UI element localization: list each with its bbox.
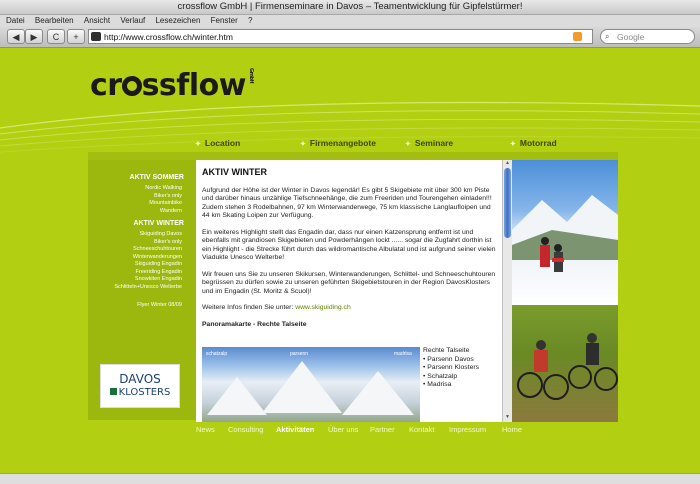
- reload-button[interactable]: C: [47, 29, 65, 44]
- pano-label-schatzalp: schatzalp: [206, 351, 228, 357]
- search-placeholder: Google: [617, 32, 645, 42]
- sidebar-flyer-link[interactable]: Flyer Winter 08/09: [137, 302, 182, 308]
- davos-mark-icon: [110, 388, 117, 395]
- sidebar-item[interactable]: Mountainbike: [149, 200, 182, 206]
- sidebar-item[interactable]: Freeriding Engadin: [135, 268, 182, 275]
- info-prefix: Weitere Infos finden Sie unter:: [202, 304, 296, 311]
- menu-fenster[interactable]: Fenster: [210, 16, 238, 25]
- nav-firmenangebote[interactable]: [300, 138, 376, 148]
- sidebar-item[interactable]: Schlitteln+Unesco Welterbe: [114, 283, 182, 290]
- browser-toolbar: [0, 27, 700, 48]
- sidebar-head-summer[interactable]: AKTIV SOMMER: [129, 174, 184, 181]
- menu-verlauf[interactable]: Verlauf: [120, 16, 146, 25]
- piste-list-title: Rechte Talseite: [423, 347, 470, 354]
- davos-klosters-logo[interactable]: [100, 364, 180, 408]
- nav-motorrad[interactable]: [510, 138, 557, 148]
- scroll-down-icon[interactable]: ▼: [505, 414, 510, 420]
- pano-label-parsenn: parsenn: [290, 351, 309, 357]
- sidebar-head-winter[interactable]: AKTIV WINTER: [133, 220, 184, 227]
- star-icon: ✦: [300, 141, 306, 148]
- footer-home[interactable]: Home: [502, 425, 523, 434]
- piste-list: [423, 347, 499, 390]
- sidebar-item[interactable]: Wandern: [159, 207, 182, 214]
- list-item: • Schatzalp: [423, 372, 458, 380]
- footer-impressum[interactable]: Impressum: [449, 425, 487, 434]
- bike-photo: [512, 305, 618, 422]
- page-viewport: [0, 48, 700, 473]
- ski-photo: [512, 160, 618, 305]
- star-icon: ✦: [195, 141, 201, 148]
- star-icon: ✦: [405, 141, 411, 148]
- nav-motorrad-label: Motorrad: [519, 138, 557, 148]
- content-info: [202, 304, 496, 313]
- address-url: http://www.crossflow.ch/winter.htm: [104, 32, 233, 42]
- bike-scene-icon: [512, 305, 618, 422]
- footer-news[interactable]: News: [196, 425, 215, 434]
- skiguiding-link[interactable]: www.skiguiding.ch: [295, 304, 351, 311]
- menu-help[interactable]: ?: [247, 16, 253, 25]
- menu-bar: [0, 15, 700, 27]
- content-paragraph-3: Wir freuen uns Sie zu unseren Skikursen, Winterwanderungen, Schlittel- und Schneeschuhtouren begrüssen zu dürfen sowie zu unseren geführten Skigebietstouren in der Region DavosKlosters und im Engadin (St. Moritz & Scuol)!: [202, 270, 496, 295]
- nav-firmenangebote-label: Firmenangebote: [309, 138, 376, 148]
- scroll-thumb[interactable]: [504, 168, 511, 238]
- nav-seminare-label: Seminare: [414, 138, 454, 148]
- logo-part-1: cr: [90, 68, 122, 103]
- status-bar: [0, 473, 700, 484]
- footer-kontakt[interactable]: Kontakt: [409, 425, 435, 434]
- ski-scene-icon: [512, 160, 618, 305]
- sidebar-item[interactable]: Biker's only: [154, 192, 182, 199]
- scroll-up-icon[interactable]: ▲: [505, 160, 510, 166]
- mountain-shape: [262, 361, 342, 413]
- panorama-title: Panoramakarte - Rechte Talseite: [202, 320, 307, 328]
- mountain-shape: [342, 371, 414, 415]
- sidebar-item[interactable]: Schneeschuhtouren: [133, 246, 182, 252]
- content-scrollbar[interactable]: [502, 160, 512, 422]
- davos-text: DAVOS: [119, 372, 161, 386]
- menu-bearbeiten[interactable]: Bearbeiten: [34, 16, 74, 25]
- logo-sub: GmbH: [247, 68, 254, 84]
- list-item: • Parsenn Klosters: [423, 364, 480, 371]
- content-paragraph-1: Aufgrund der Höhe ist der Winter in Davos legendär! Es gibt 5 Skigebiete mit über 300 km Piste und darüber hinaus unzählige Tiefschneehänge, die zum Freeriden und Tourengehen einladen!!! Zudem stehen 3 Rodelbahnen, 97 km Winterwanderwege, 75 km klassische Langlaufloipen und 44 km Skating Loipen zur Verfügung.: [202, 186, 492, 219]
- page-title: AKTIV WINTER: [202, 167, 267, 177]
- nav-band: [88, 152, 618, 160]
- back-button[interactable]: ◀: [7, 29, 25, 44]
- menu-ansicht[interactable]: Ansicht: [83, 16, 111, 25]
- sidebar-item[interactable]: Winterwanderungen: [132, 253, 182, 260]
- nav-location-label: Location: [204, 138, 241, 148]
- footer-ueber-uns[interactable]: Über uns: [328, 425, 359, 434]
- address-bar[interactable]: [88, 29, 593, 44]
- sidebar-item[interactable]: Nordic Walking: [145, 185, 182, 191]
- footer-partner[interactable]: Partner: [370, 425, 395, 434]
- panorama-map[interactable]: [202, 347, 420, 422]
- mountain-shape: [207, 377, 267, 415]
- footer-consulting[interactable]: Consulting: [228, 425, 264, 434]
- sidebar-item[interactable]: Skiguiding Engadin: [134, 261, 182, 267]
- activity-photo: [512, 160, 618, 422]
- window-title: crossflow GmbH | Firmenseminare in Davos – Teamentwicklung für Gipfelstürmer!: [0, 0, 700, 15]
- rss-icon[interactable]: [573, 32, 582, 41]
- site-icon: [91, 32, 101, 41]
- content-panel: [196, 160, 502, 422]
- add-bookmark-button[interactable]: +: [67, 29, 85, 44]
- logo-o-icon: [122, 76, 142, 96]
- logo-part-2: ssflow: [141, 68, 246, 103]
- search-input[interactable]: [600, 29, 695, 44]
- star-icon: ✦: [510, 141, 516, 148]
- menu-datei[interactable]: Datei: [6, 16, 25, 25]
- sidebar-item[interactable]: Snowkiten Engadin: [134, 276, 182, 282]
- nav-location[interactable]: [195, 138, 240, 148]
- menu-lesezeichen[interactable]: Lesezeichen: [155, 16, 201, 25]
- content-paragraph-2: Ein weiteres Highlight stellt das Engadin dar, dass nur einen Katzensprung entfernt ist und ebenfalls mit grandiosen Skigebieten und Powderhängen lockt ...... sogar die Zugfahrt dorthin ist ein Highlight - die Strecke führt durch das wildromantische Albulatal und ist aufgrund seiner vielen Viadukte Unesco Welterbe!: [202, 228, 496, 261]
- list-item: • Parsenn Davos: [423, 355, 474, 363]
- sidebar-item[interactable]: Biker's only: [154, 238, 182, 245]
- crossflow-logo[interactable]: [90, 68, 254, 103]
- list-item: • Madrisa: [423, 381, 452, 388]
- top-navigation: [195, 138, 625, 150]
- footer-aktivitaeten[interactable]: Aktivitäten: [276, 425, 315, 434]
- klosters-text: KLOSTERS: [118, 387, 171, 398]
- search-icon: ⌕: [605, 32, 610, 41]
- sidebar-item[interactable]: Skiguiding Davos: [139, 231, 182, 237]
- nav-seminare[interactable]: [405, 138, 453, 148]
- pano-label-madrisa: madrisa: [394, 351, 412, 357]
- forward-button[interactable]: ▶: [25, 29, 43, 44]
